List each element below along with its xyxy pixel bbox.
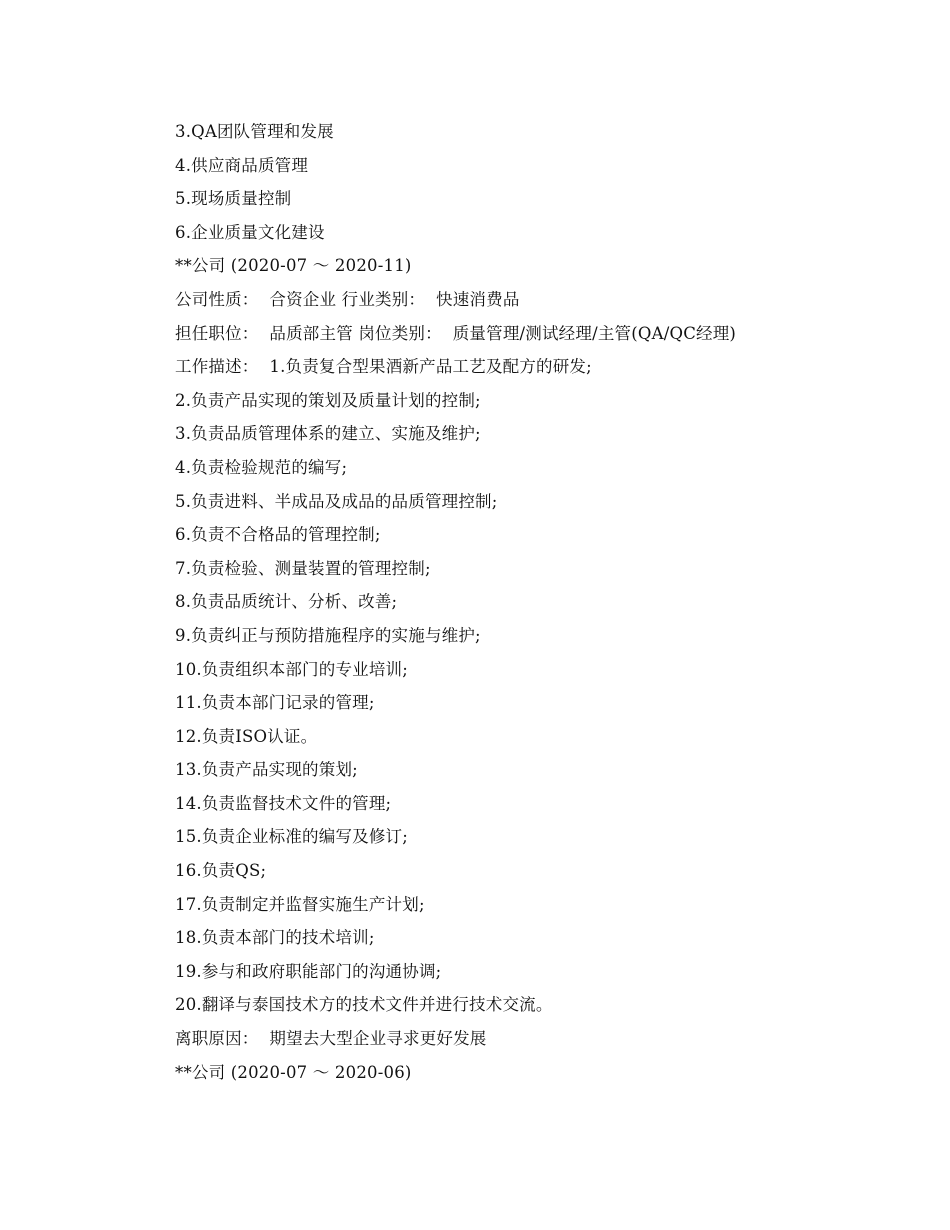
document-body [175, 115, 875, 1089]
text-line: 5.负责进料、半成品及成品的品质管理控制; [175, 491, 498, 511]
text-line: 7.负责检验、测量装置的管理控制; [175, 558, 431, 578]
text-line: 3.负责品质管理体系的建立、实施及维护; [175, 424, 481, 444]
job-description: 工作描述： 1.负责复合型果酒新产品工艺及配方的研发; [175, 357, 592, 377]
position-info: 担任职位： 品质部主管 岗位类别： 质量管理/测试经理/主管(QA/QC经理) [175, 323, 737, 343]
text-line: 17.负责制定并监督实施生产计划; [175, 894, 425, 914]
text-line: 20.翻译与泰国技术方的技术文件并进行技术交流。 [175, 995, 553, 1015]
text-line: 9.负责纠正与预防措施程序的实施与维护; [175, 625, 481, 645]
leave-reason: 离职原因： 期望去大型企业寻求更好发展 [175, 1029, 487, 1049]
text-line: 12.负责ISO认证。 [175, 726, 318, 746]
company-nature: 公司性质： 合资企业 行业类别： 快速消费品 [175, 289, 520, 309]
text-line: 3.QA团队管理和发展 [175, 122, 334, 141]
text-line: 14.负责监督技术文件的管理; [175, 793, 392, 813]
text-line: 6.负责不合格品的管理控制; [175, 525, 381, 545]
text-line: 13.负责产品实现的策划; [175, 760, 358, 780]
text-line: 4.负责检验规范的编写; [175, 457, 348, 477]
text-line: 11.负责本部门记录的管理; [175, 693, 375, 713]
text-line: 18.负责本部门的技术培训; [175, 928, 375, 948]
text-line: 8.负责品质统计、分析、改善; [175, 592, 398, 612]
text-line: 5.现场质量控制 [175, 189, 292, 209]
text-line: 4.供应商品质管理 [175, 155, 309, 175]
company-heading: **公司 (2020-07 ～ 2020-11) [175, 256, 412, 276]
text-line: 2.负责产品实现的策划及质量计划的控制; [175, 390, 481, 410]
text-line: 10.负责组织本部门的专业培训; [175, 659, 408, 679]
text-line: 19.参与和政府职能部门的沟通协调; [175, 961, 442, 981]
company-heading: **公司 (2020-07 ～ 2020-06) [175, 1062, 412, 1082]
text-line: 16.负责QS; [175, 861, 267, 881]
text-line: 6.企业质量文化建设 [175, 222, 325, 242]
text-line: 15.负责企业标准的编写及修订; [175, 827, 408, 847]
